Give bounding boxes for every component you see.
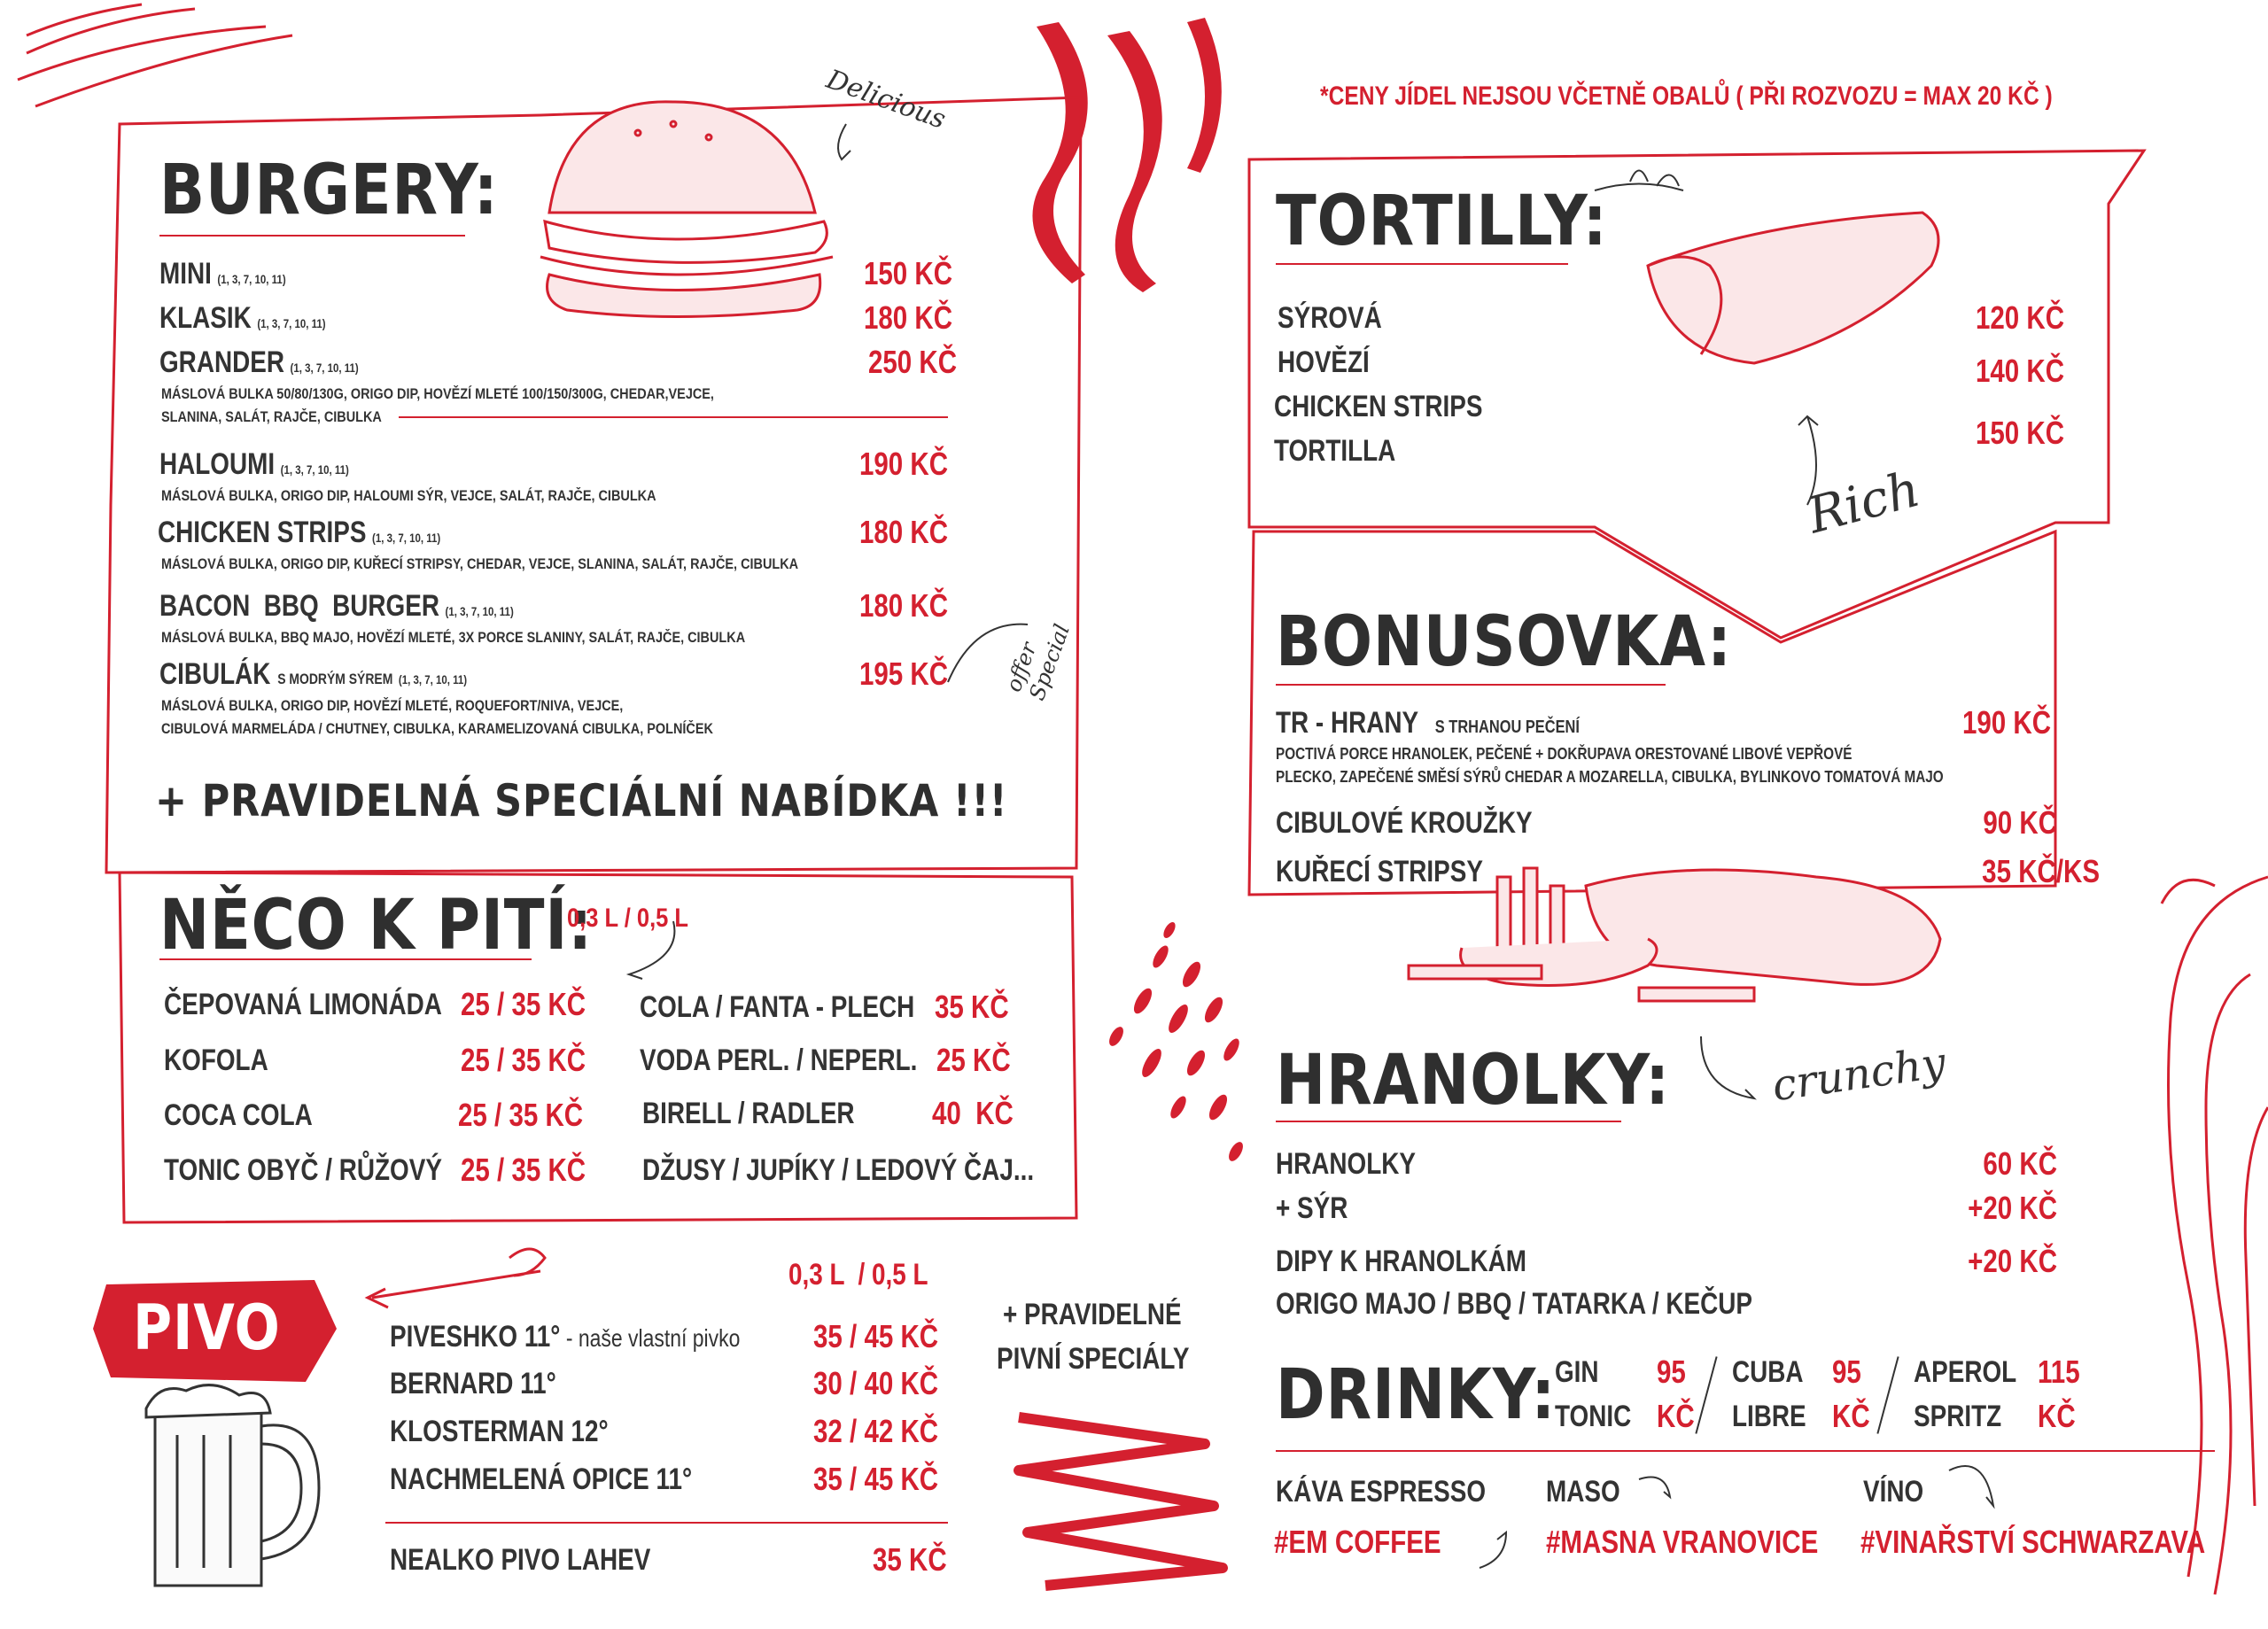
cocktail-currency: KČ [2038,1398,2076,1434]
pivo-volume: 0,3 L / 0,5 L [788,1258,928,1292]
drink-price: 25 / 35 KČ [458,1097,584,1133]
drink-name: KOFOLA [164,1043,268,1077]
bonus-desc: POCTIVÁ PORCE HRANOLEK, PEČENÉ + DOKŘUPAVA ORESTOVANÉ LIBOVÉ VEPŘOVÉ [1276,745,1852,763]
burger-allergens: (1, 3, 7, 10, 11) [290,361,359,375]
burger-allergens: (1, 3, 7, 10, 11) [217,272,286,286]
cocktail-line2: SPRITZ [1914,1400,2002,1433]
hranolky-title: HRANOLKY: [1276,1041,1670,1121]
drink-price: 25 KČ [936,1042,1011,1078]
tortilla-name: HOVĚZÍ [1278,345,1370,379]
burger-name: CHICKEN STRIPS [158,516,367,549]
burger-price: 195 KČ [858,655,948,692]
burger-allergens: (1, 3, 7, 10, 11) [398,672,468,687]
burger-price: 190 KČ [858,446,948,482]
partner-label: MASO [1546,1475,1620,1509]
drink-price: 25 / 35 KČ [461,1042,586,1078]
tortilla-price: 150 KČ [1975,415,2064,451]
burger-price: 180 KČ [863,299,952,336]
drink-price: 35 KČ [935,989,1009,1025]
beer-price: 35 / 45 KČ [813,1461,939,1497]
pivo-special-line1: + PRAVIDELNÉ [1003,1298,1182,1331]
doodle-rich: Rich [1801,460,1926,546]
piti-title: NĚCO K PITÍ: [159,886,593,966]
burger-subtitle: S MODRÝM SÝREM [277,671,393,687]
partner-label: VÍNO [1863,1475,1924,1509]
fries-price: +20 KČ [1968,1243,2057,1279]
cocktail-currency: KČ [1657,1398,1695,1434]
beer-price: 35 / 45 KČ [813,1318,939,1354]
burger-grander [159,345,359,380]
doodle-crunchy: crunchy [1769,1037,1949,1112]
burger-name: MINI [159,257,212,291]
drink-price: 25 / 35 KČ [461,1152,586,1188]
burger-name: HALOUMI [159,447,276,481]
burger-price: 180 KČ [858,587,948,624]
tortilly-title: TORTILLY: [1276,182,1608,261]
tortilla-price: 120 KČ [1975,299,2064,336]
burger-desc: SLANINA, SALÁT, RAJČE, CIBULKA [161,408,382,425]
partner-tag: #VINAŘSTVÍ SCHWARZAVA [1860,1524,2206,1560]
drink-name: COLA / FANTA - PLECH [640,990,915,1024]
piti-volume: 0,3 L / 0,5 L [567,904,689,933]
burger-desc: MÁSLOVÁ BULKA, ORIGO DIP, KUŘECÍ STRIPSY, CHEDAR, VEJCE, SLANINA, SALÁT, RAJČE, CIBULKA [161,555,799,572]
drinky-title: DRINKY: [1276,1355,1557,1435]
bonus-name: CIBULOVÉ KROUŽKY [1276,806,1533,840]
bonus-desc: PLECKO, ZAPEČENÉ SMĚSÍ SÝRŮ CHEDAR A MOZARELLA, CIBULKA, BYLINKOVO TOMATOVÁ MAJO [1276,768,1944,786]
burger-mini [159,257,286,291]
burgery-special-offer: + PRAVIDELNÁ SPECIÁLNÍ NABÍDKA !!! [155,775,1008,826]
beer-price: 35 KČ [873,1541,947,1578]
burger-bacon-bbq [159,589,514,624]
burger-allergens: (1, 3, 7, 10, 11) [445,604,514,618]
beer-name: NEALKO PIVO LAHEV [390,1543,651,1577]
tortilla-name: SÝROVÁ [1278,301,1382,335]
beer-price: 32 / 42 KČ [813,1413,939,1449]
burger-desc: MÁSLOVÁ BULKA 50/80/130G, ORIGO DIP, HOVĚZÍ MLETÉ 100/150/300G, CHEDAR,VEJCE, [161,385,714,402]
bonus-name: KUŘECÍ STRIPSY [1276,855,1483,888]
bonus-price: 90 KČ [1983,804,2057,841]
bonus-price: 35 KČ/KS [1982,853,2100,889]
burger-klasik [159,301,326,336]
cocktail-line2: LIBRE [1732,1400,1806,1433]
beer-price: 30 / 40 KČ [813,1365,939,1401]
packaging-notice: *CENY JÍDEL NEJSOU VČETNĚ OBALŮ ( PŘI ROZVOZU = MAX 20 KČ ) [1320,81,2053,111]
burger-price: 150 KČ [863,255,952,291]
fries-name: + SÝR [1276,1191,1348,1225]
bonusovka-title: BONUSOVKA: [1276,602,1732,682]
burger-haloumi [159,447,349,482]
beer-name: NACHMELENÁ OPICE 11° [390,1462,693,1496]
pivo-special-line2: PIVNÍ SPECIÁLY [997,1342,1190,1376]
doodle-delicious: Delicious [822,64,950,136]
burger-price: 180 KČ [858,514,948,550]
partner-tag: #EM COFFEE [1274,1524,1441,1560]
drink-name: BIRELL / RADLER [642,1097,855,1130]
fries-name: DIPY K HRANOLKÁM [1276,1245,1526,1278]
burger-allergens: (1, 3, 7, 10, 11) [280,462,349,477]
burger-allergens: (1, 3, 7, 10, 11) [372,531,441,545]
cocktail-line1: CUBA [1732,1355,1804,1389]
burger-desc: CIBULOVÁ MARMELÁDA / CHUTNEY, CIBULKA, KARAMELIZOVANÁ CIBULKA, POLNÍČEK [161,720,713,737]
cocktail-price: 95 [1832,1354,1861,1390]
burger-desc: MÁSLOVÁ BULKA, ORIGO DIP, HALOUMI SÝR, VEJCE, SALÁT, RAJČE, CIBULKA [161,487,656,504]
doodle-offer-special: offer Special [1000,620,1075,704]
burger-name: CIBULÁK [159,657,271,691]
bonus-subtitle: S TRHANOU PEČENÍ [1434,718,1580,737]
partner-label: KÁVA ESPRESSO [1276,1475,1487,1509]
cocktail-price: 115 [2038,1354,2080,1390]
tortilla-name: CHICKEN STRIPS [1274,390,1483,423]
fries-name: ORIGO MAJO / BBQ / TATARKA / KEČUP [1276,1287,1752,1321]
burger-chicken-strips [158,516,440,550]
drink-name: VODA PERL. / NEPERL. [640,1043,918,1077]
fries-name: HRANOLKY [1276,1147,1416,1181]
pivo-badge: PIVO [133,1292,281,1364]
beer-note: - naše vlastní pivko [560,1324,741,1352]
burger-allergens: (1, 3, 7, 10, 11) [257,316,326,330]
burger-cibulak [159,657,467,692]
bonus-tr-hrany [1276,706,1580,741]
cocktail-line1: GIN [1555,1355,1599,1389]
bonus-name: TR - HRANY [1276,706,1418,740]
drink-name: ČEPOVANÁ LIMONÁDA [164,988,442,1021]
cocktail-line2: TONIC [1555,1400,1632,1433]
tortilla-name: TORTILLA [1274,434,1396,468]
partner-tag: #MASNA VRANOVICE [1546,1524,1819,1560]
beer-name: KLOSTERMAN 12° [390,1415,609,1448]
drink-price: 25 / 35 KČ [461,986,586,1022]
bonus-price: 190 KČ [1961,704,2051,741]
beer-piveshko [390,1320,740,1354]
drink-name: TONIC OBYČ / RŮŽOVÝ [164,1153,442,1187]
burger-name: BACON BBQ BURGER [159,589,439,623]
burger-name: KLASIK [159,301,252,335]
tortilla-price: 140 KČ [1975,353,2064,389]
drink-price: 40 KČ [932,1095,1014,1131]
cocktail-currency: KČ [1832,1398,1870,1434]
cocktail-line1: APEROL [1914,1355,2017,1389]
burger-desc: MÁSLOVÁ BULKA, ORIGO DIP, HOVĚZÍ MLETÉ, ROQUEFORT/NIVA, VEJCE, [161,697,624,714]
beer-name: PIVESHKO 11° [390,1320,561,1354]
drink-name: COCA COLA [164,1098,313,1132]
burgery-title: BURGERY: [159,151,499,230]
beer-name: BERNARD 11° [390,1367,556,1400]
drink-name: DŽUSY / JUPÍKY / LEDOVÝ ČAJ... [642,1153,1035,1187]
cocktail-price: 95 [1657,1354,1686,1390]
fries-price: +20 KČ [1968,1190,2057,1226]
burger-name: GRANDER [159,345,284,379]
burger-desc: MÁSLOVÁ BULKA, BBQ MAJO, HOVĚZÍ MLETÉ, 3X PORCE SLANINY, SALÁT, RAJČE, CIBULKA [161,629,746,646]
fries-price: 60 KČ [1983,1145,2057,1182]
burger-price: 250 KČ [867,344,957,380]
